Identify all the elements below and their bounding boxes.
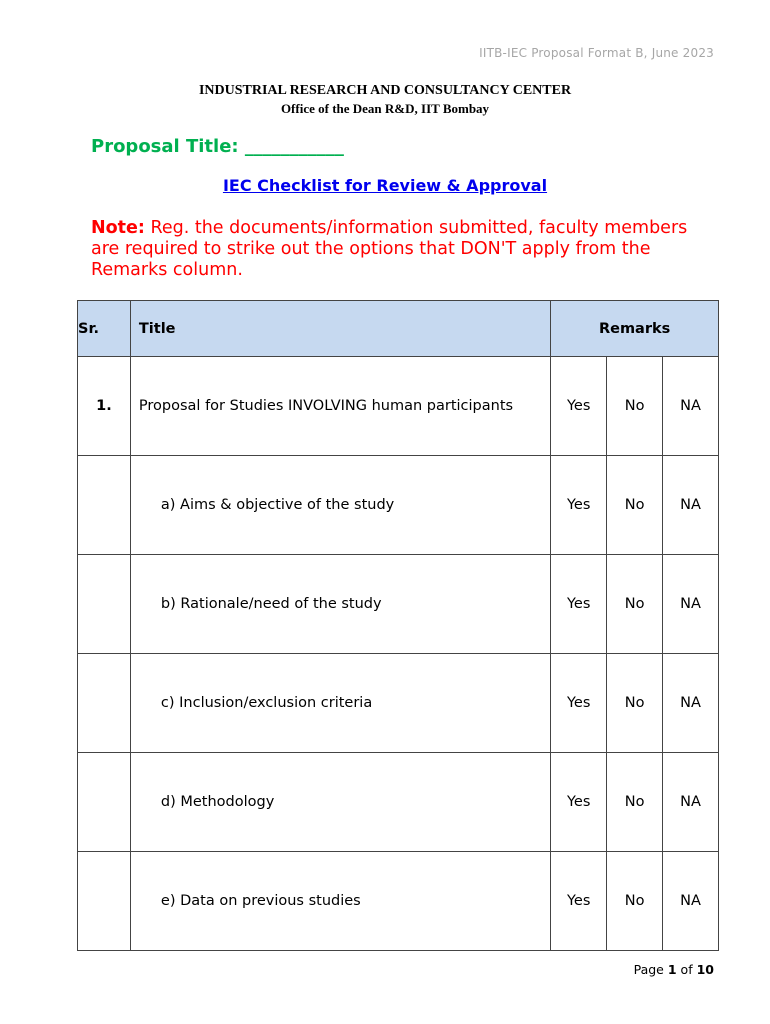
table-row — [78, 456, 719, 555]
table-header-row — [78, 301, 719, 357]
option-na[interactable]: NA — [663, 852, 719, 951]
row-title: a) Aims & objective of the study — [130, 456, 550, 555]
row-title: d) Methodology — [130, 753, 550, 852]
checklist-heading: IEC Checklist for Review & Approval — [222, 176, 548, 195]
note-text: Reg. the documents/information submitted, faculty members are required to strike out the options that DON'T apply from the Remarks column. — [91, 218, 688, 280]
format-note: IITB-IEC Proposal Format B, June 2023 — [479, 46, 714, 60]
option-no[interactable]: No — [607, 753, 663, 852]
proposal-title — [91, 136, 344, 157]
table-row — [78, 654, 719, 753]
row-sr — [78, 753, 131, 852]
header-sr: Sr. — [78, 301, 131, 357]
header-remarks: Remarks — [551, 301, 719, 357]
option-yes[interactable]: Yes — [551, 654, 607, 753]
option-yes[interactable]: Yes — [551, 456, 607, 555]
option-yes[interactable]: Yes — [551, 753, 607, 852]
row-title: c) Inclusion/exclusion criteria — [130, 654, 550, 753]
page-total: 10 — [696, 962, 714, 977]
row-sr — [78, 852, 131, 951]
option-na[interactable]: NA — [663, 753, 719, 852]
of-word: of — [680, 962, 693, 977]
option-na[interactable]: NA — [663, 357, 719, 456]
row-sr — [78, 555, 131, 654]
option-no[interactable]: No — [607, 357, 663, 456]
option-yes[interactable]: Yes — [551, 555, 607, 654]
option-no[interactable]: No — [607, 555, 663, 654]
proposal-title-label: Proposal Title: — [91, 136, 239, 157]
table-row — [78, 357, 719, 456]
option-no[interactable]: No — [607, 654, 663, 753]
checklist-table — [77, 300, 719, 951]
page-word: Page — [633, 962, 664, 977]
option-yes[interactable]: Yes — [551, 852, 607, 951]
table-row — [78, 555, 719, 654]
note — [91, 218, 691, 281]
checklist-heading-wrap — [0, 176, 770, 195]
option-na[interactable]: NA — [663, 555, 719, 654]
org-name: INDUSTRIAL RESEARCH AND CONSULTANCY CENTER — [198, 83, 572, 98]
option-na[interactable]: NA — [663, 456, 719, 555]
table-row — [78, 852, 719, 951]
option-yes[interactable]: Yes — [551, 357, 607, 456]
row-title: Proposal for Studies INVOLVING human participants — [130, 357, 550, 456]
note-label: Note: — [91, 218, 145, 238]
proposal-title-blank: ___________ — [244, 136, 344, 157]
option-no[interactable]: No — [607, 456, 663, 555]
row-title: e) Data on previous studies — [130, 852, 550, 951]
org-office: Office of the Dean R&D, IIT Bombay — [280, 101, 490, 116]
row-sr: 1. — [78, 357, 131, 456]
page-current: 1 — [667, 962, 677, 977]
option-no[interactable]: No — [607, 852, 663, 951]
page-footer — [634, 962, 714, 977]
row-title: b) Rationale/need of the study — [130, 555, 550, 654]
row-sr — [78, 456, 131, 555]
row-sr — [78, 654, 131, 753]
header-title: Title — [130, 301, 550, 357]
table-row — [78, 753, 719, 852]
option-na[interactable]: NA — [663, 654, 719, 753]
